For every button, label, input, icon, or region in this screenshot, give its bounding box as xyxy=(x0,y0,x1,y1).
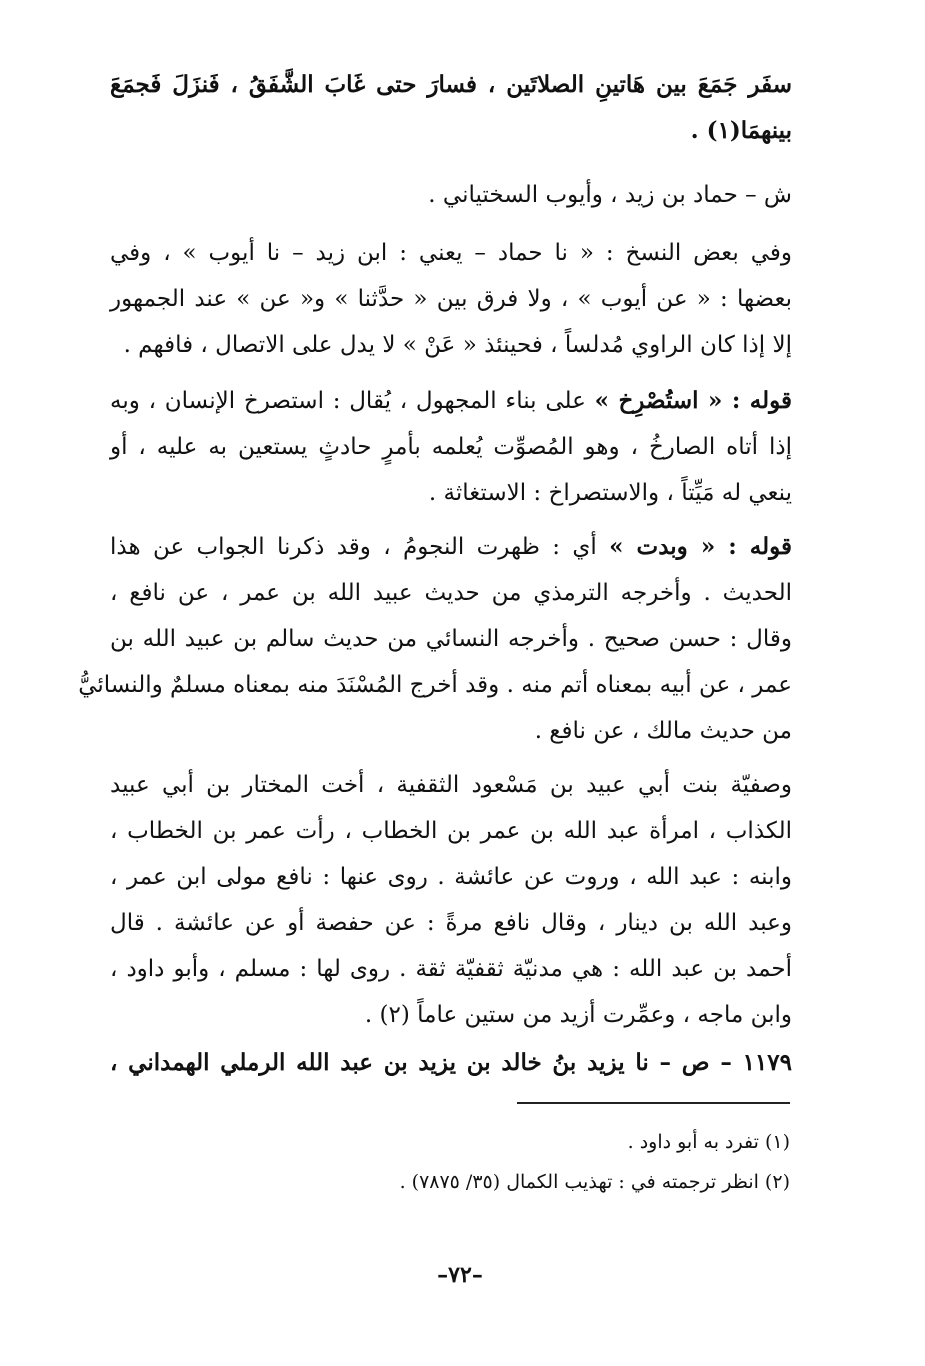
text-line: الكذاب ، امرأة عبد الله بن عمر بن الخطاب ، رأت عمر بن الخطاب ، xyxy=(110,818,792,844)
text-line: ينعي له مَيِّتاً ، والاستصراخ : الاستغاثة . xyxy=(428,480,792,506)
text-line: سفَر جَمَعَ بين هَاتينِ الصلاتَين ، فسارَ حتى غَابَ الشَّفَقُ ، فَنزَلَ فَجمَعَ xyxy=(110,71,792,98)
hadith-1179 xyxy=(110,1040,792,1086)
text-line: ش – حماد بن زيد ، وأيوب السختياني . xyxy=(428,182,792,208)
footnote-2: (٢) انظر ترجمته في : تهذيب الكمال (٣٥/ ٧٨٧٥) . xyxy=(399,1171,790,1193)
keyword: قوله : « استُصْرِخ » xyxy=(594,387,792,414)
page-number: –٧٢– xyxy=(437,1262,483,1288)
paragraph-4 xyxy=(78,524,793,754)
text-line: وعبد الله بن دينار ، وقال نافع مرةً : عن حفصة أو عن عائشة . قال xyxy=(110,910,792,936)
text-line: بينهمَا(١) . xyxy=(690,117,792,144)
text-line: وابنه : عبد الله ، وروت عن عائشة . روى عنها : نافع مولى ابن عمر ، xyxy=(110,864,792,890)
text-line: إذا أتاه الصارخُ ، وهو المُصوِّت يُعلمه بأمرٍ حادثٍ يستعين به عليه ، أو xyxy=(110,434,792,460)
paragraph-3 xyxy=(110,378,792,516)
text-line: وقال : حسن صحيح . وأخرجه النسائي من حديث سالم بن عبيد الله بن xyxy=(110,626,792,652)
hadith-heading: ١١٧٩ – ص – نا يزيد بنُ خالد بن يزيد بن عبد الله الرملي الهمداني ، xyxy=(110,1049,792,1076)
text-line: وفي بعض النسخ : « نا حماد – يعني : ابن زيد – نا أيوب » ، وفي xyxy=(110,240,792,266)
text-line: عمر ، عن أبيه بمعناه أتم منه . وقد أخرج المُسْنَدَ منه بمعناه مسلمٌ والنسائيُّ xyxy=(78,672,792,698)
keyword: قوله : « وبدت » xyxy=(609,533,793,560)
text-line: الحديث . وأخرجه الترمذي من حديث عبيد الله بن عمر ، عن نافع ، xyxy=(110,580,792,606)
paragraph-2 xyxy=(110,230,792,368)
top-hadith-text xyxy=(110,62,792,154)
text-line: أحمد بن عبد الله : هي مدنيّة ثقفيّة ثقة . روى لها : مسلم ، وأبو داود ، xyxy=(110,956,792,982)
text-segment: أي : ظهرت النجومُ ، وقد ذكرنا الجواب عن هذا xyxy=(110,534,597,560)
text-line: وابن ماجه ، وعمِّرت أزيد من ستين عاماً (٢) . xyxy=(364,1002,792,1028)
text-line-with-keyword xyxy=(110,378,792,424)
text-line: وصفيّة بنت أبي عبيد بن مَسْعود الثقفية ، أخت المختار بن أبي عبيد xyxy=(110,772,792,798)
text-line: من حديث مالك ، عن نافع . xyxy=(534,718,792,744)
footnote-divider xyxy=(517,1102,790,1104)
text-line-with-keyword xyxy=(110,524,792,570)
text-segment: على بناء المجهول ، يُقال : استصرخ الإنسان ، وبه xyxy=(110,388,586,414)
footnote-1: (١) تفرد به أبو داود . xyxy=(627,1131,790,1153)
text-line: إلا إذا كان الراوي مُدلساً ، فحينئذ « عَنْ » لا يدل على الاتصال ، فافهم . xyxy=(123,332,792,358)
paragraph-1 xyxy=(110,172,792,218)
text-line: بعضها : « عن أيوب » ، ولا فرق بين « حدَّثنا » و« عن » عند الجمهور xyxy=(110,286,792,312)
paragraph-5 xyxy=(110,762,792,1038)
